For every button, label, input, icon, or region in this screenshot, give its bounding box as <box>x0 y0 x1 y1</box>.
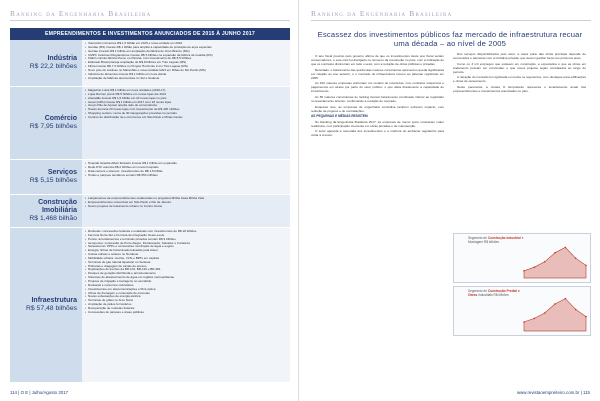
list-item: • Klabin conclui fábrica Puma, no Paraná, com investimento de R$ 8,5 bilhões <box>85 57 287 61</box>
chart-plot <box>454 234 592 284</box>
data-point <box>523 321 525 323</box>
chart-plot <box>454 287 592 337</box>
article-subhead: AS PEQUENAS E MÉDIAS RESISTEM <box>311 114 368 119</box>
list-item: • Hidrovias e dragagem de canais de acesso <box>85 265 287 269</box>
sector-cell <box>10 160 82 195</box>
data-point <box>523 270 525 272</box>
table-row <box>10 228 290 383</box>
list-item: • Obras de drenagem e contenção de encostas <box>85 292 287 296</box>
sector-name: Construção Imobiliária <box>38 199 77 214</box>
magazine-header <box>10 9 290 21</box>
magazine-header <box>311 9 591 21</box>
magazine-title: Ranking da Engenharia Brasileira <box>311 9 453 18</box>
list-item: • Terminais de gás natural liquefeito no Sudeste <box>85 261 287 265</box>
list-item: • Shopping centers: cerca de 30 inaugurações previstas no período <box>85 112 287 116</box>
sector-name: Serviços <box>47 169 77 176</box>
list-item: • Indústria de alimentos investe R$ 1 bilhão em nova planta <box>85 73 287 77</box>
data-point <box>565 298 567 300</box>
sector-items <box>82 160 290 195</box>
list-item: • Eldorado Brasil planeja ampliação de R$ 8 bilhões em Três Lagoas (MS) <box>85 61 287 65</box>
list-item: • Votorantim Cimentos R$ 1,5 bilhão em 2015 e nova unidade em 2016 <box>85 42 287 46</box>
list-item: • Sistemas de abastecimento de água em regiões metropolitanas <box>85 276 287 280</box>
sector-items <box>82 228 290 383</box>
list-item: • Magazine Luiza R$ 1 bilhão em nova unidades (2016-17) <box>85 89 287 93</box>
column-a-body <box>311 54 444 113</box>
sector-value: R$ 22,2 bilhões <box>29 63 77 70</box>
paragraph: O ano fiscal previsto pelo governo afirma de que os investimentos deste ano fiscal seriam conservadores, e este mês foi divulgado os números da construção no país, com a indicação de que os contratos diminuíram em todo o setor, com a redução de obras públicas e privadas. <box>311 54 444 67</box>
list-item: • Novo polo de celulose no Maranhão e nova unidade fabril em Ribas do Rio Pardo (MS) <box>85 69 287 73</box>
list-item: • Duplicações de trechos da BR-101, BR-116 e BR-381 <box>85 268 287 272</box>
paragraph: As 50 maiores construtoras do ranking tiveram faturamento combinado inferior ao registrado no levantamento anterior, confirmando a retração do mercado. <box>311 94 444 103</box>
paragraph: O setor aguarda a retomada dos investimentos e a melhora do ambiente regulatório para voltar a crescer. <box>311 129 444 138</box>
list-item: • Atacadão investe R$ 1,5 bilhão em 20 novas lojas no país <box>85 97 287 101</box>
paragraph: Dos serviços disponibilizados pelo setor, a maior parte das obras previstas depende de concessões e parcerias com a iniciativa privada, que devem ganhar força nos próximos anos. <box>453 52 586 61</box>
list-item: • Hospital Israelita Albert Einstein investe R$ 1 bilhão em expansão <box>85 162 287 166</box>
chart-industrial <box>453 233 591 283</box>
article-headline: Escassez dos investimentos públicos faz mercado de infraestrutura recuar uma década – ao nível de 2005 <box>317 30 583 48</box>
paragraph: As 100 maiores empresas enfrentam um cenário de incertezas, com contratos suspensos e pagamentos em atraso por parte do setor público, o que afeta diretamente a capacidade de investimento. <box>311 81 444 94</box>
table-row <box>10 160 290 195</box>
left-page <box>0 0 299 401</box>
data-point <box>534 266 536 268</box>
right-page <box>301 0 600 401</box>
list-item: • CMPC Celulose Riograndense investe R$ 5 bilhões na expansão da fábrica de Guaíba (RS) <box>85 54 287 58</box>
paragraph: Como os 3 mil empregos que estavam em construção, a expectativa é que as obras em andamento possam ser concluídas, e que novos projetos sejam contratados ao longo do período. <box>453 61 586 74</box>
article-column-a <box>311 54 444 139</box>
sector-cell <box>10 87 82 160</box>
sector-value: R$ 57,48 bilhões <box>25 305 77 312</box>
data-point <box>544 312 546 314</box>
list-item: • Ferrovia Norte-Sul e Ferrovia de Integração Oeste-Leste <box>85 234 287 238</box>
list-item: • Gerdau (RS) investe R$ 1 bilhão para ampliar a capacidade de produção de aços especiais <box>85 46 287 50</box>
sector-cell <box>10 228 82 383</box>
list-item: • Centros de distribuição de e-commerce em São Paulo e Minas Gerais <box>85 116 287 120</box>
paragraph: No Ranking da Engenharia Brasileira 2017, as empresas de menor porte mostraram maior resiliência, com participação crescente em obras privadas e de manutenção. <box>311 119 444 128</box>
list-item: • Saneamento: PPPs e concessões municipais de água e esgoto <box>85 245 287 249</box>
table-title: EMPREENDIMENTOS E INVESTIMENTOS ANUNCIADOS DE 2015 À JUNHO 2017 <box>10 28 290 40</box>
article-column-b <box>453 52 586 94</box>
sector-items <box>82 195 290 228</box>
list-item: • Hotéis e parques temáticos somam R$ 650 milhões <box>85 174 287 178</box>
list-item: • Novas subestações de energia elétrica <box>85 295 287 299</box>
list-item: • Rodovias: concessões federais e estaduais com investimentos de R$ 18 bilhões <box>85 230 287 234</box>
magazine-title: Ranking da Engenharia Brasileira <box>10 9 152 18</box>
list-item: • Rede D'Or anuncia R$ 2 bilhões em novos hospitais <box>85 166 287 170</box>
list-item: • Novos projetos de loteamento urbano no Centro-Oeste <box>85 205 287 209</box>
data-point <box>585 316 587 318</box>
investments-table <box>10 28 290 383</box>
data-point <box>585 265 587 267</box>
list-item: • Energia: linhas de transmissão leiloadas pela Aneel <box>85 249 287 253</box>
list-item: • Fibria investe R$ 7,3 bilhões no Projeto Horizonte 2 em Três Lagoas (MS) <box>85 65 287 69</box>
sector-items <box>82 87 290 160</box>
data-point <box>575 309 577 311</box>
data-point <box>554 303 556 305</box>
chart-predial <box>453 286 591 336</box>
paragraph: Neste panorama, a revista O Empreiteiro apresenta o levantamento anual dos empreendimentos e investimentos anunciados no país. <box>453 84 586 93</box>
list-item: • Investimentos em telecomunicações e fibra óptica <box>85 288 287 292</box>
list-item: • Ampliação de fábricas automotivas no Sul e Sudeste <box>85 77 287 81</box>
sector-cell <box>10 40 82 87</box>
list-item: • Terminais de grãos no Arco Norte <box>85 299 287 303</box>
list-item: • Lojas Renner prevê R$ 5 bilhões em novas lojas até 2021 <box>85 93 287 97</box>
list-item: • Havan anuncia 20 novas lojas com investimento de R$ 400 milhões <box>85 108 287 112</box>
sector-value: R$ 1,468 bilhão <box>29 215 77 222</box>
list-item: • Portos: arrendamentos e terminais privados somam R$ 9 bilhões <box>85 238 287 242</box>
data-point <box>544 261 546 263</box>
chart-title: Segmento de Construção Industrial e Montagem R$ bilhões <box>468 236 524 244</box>
list-item: • Mobilidade urbana: metrôs, VLTs e BRTs em capitais <box>85 257 287 261</box>
series-area <box>524 247 586 278</box>
list-item: • Parques de geração distribuída e armazenamento <box>85 272 287 276</box>
column-b-body <box>453 52 586 93</box>
chart-title: Segmento de Construção Predial e Obras Industriais R$ bilhões <box>468 289 520 297</box>
paragraph: A retração do mercado foi registrada em todos os segmentos, com destaque para edificações e obras de saneamento. <box>453 75 586 84</box>
list-item: • Empreendimentos comerciais em São Paulo e Rio de Janeiro <box>85 201 287 205</box>
sector-name: Comércio <box>44 115 77 122</box>
data-point <box>534 318 536 320</box>
list-item: • Gerdau investiu R$ 1 bilhão em ampliação da fábrica de Ouro Branco (MG) <box>85 50 287 54</box>
header-rule <box>311 20 591 21</box>
sector-value: R$ 7,95 bilhões <box>29 123 77 130</box>
table-row <box>10 195 290 228</box>
data-point <box>565 247 567 249</box>
page-footer-right: www.revistaoempreiteiro.com.br | 115 <box>516 390 590 395</box>
list-item: • Usinas eólicas e solares no Nordeste <box>85 253 287 257</box>
list-item: • Aeroportos: concessão de Porto Alegre, Florianópolis, Salvador e Fortaleza <box>85 242 287 246</box>
list-item: • Rodoanel e contornos rodoviários <box>85 284 287 288</box>
list-item: • Recuperação de rodovias federais <box>85 307 287 311</box>
table-row <box>10 87 290 160</box>
sector-value: R$ 5,15 bilhões <box>29 177 77 184</box>
sector-name: Infraestrutura <box>31 297 77 304</box>
table-row <box>10 40 290 87</box>
list-item: • Ampliação de pátios ferroviários <box>85 303 287 307</box>
sector-name: Indústria <box>47 55 77 62</box>
sector-cell <box>10 195 82 228</box>
sector-items <box>82 40 290 87</box>
list-item: • Data centers e telecom: investimentos de R$ 1,5 bilhão <box>85 170 287 174</box>
page-footer-left: 114 | O E | Julho/Agosto 2017 <box>10 390 69 395</box>
column-a-tail <box>311 120 444 138</box>
paragraph: Enquanto isso, as empresas de engenharia consultiva também sofreram impacto, com redução de projetos e de contratações. <box>311 104 444 113</box>
data-point <box>575 257 577 259</box>
data-point <box>554 252 556 254</box>
list-item: • Grupo Pão de Açúcar amplia rede de conveniência <box>85 104 287 108</box>
header-rule <box>10 20 290 21</box>
paragraph: Resultado: o faturamento das quinhentas maiores construtoras apresentou queda significativa em relação ao ano anterior, e o mercado de infraestrutura recuou ao patamar registrado em 2005. <box>311 67 444 80</box>
list-item: • Concessões de parques e áreas públicas <box>85 311 287 315</box>
list-item: • Projetos de irrigação e barragens no semiárido <box>85 280 287 284</box>
list-item: • Lançamentos de empreendimentos residenciais no programa Minha Casa Minha Vida <box>85 197 287 201</box>
list-item: • Assaí (GPA) investe R$ 1 bilhão em 2017 com 18 novas lojas <box>85 101 287 105</box>
